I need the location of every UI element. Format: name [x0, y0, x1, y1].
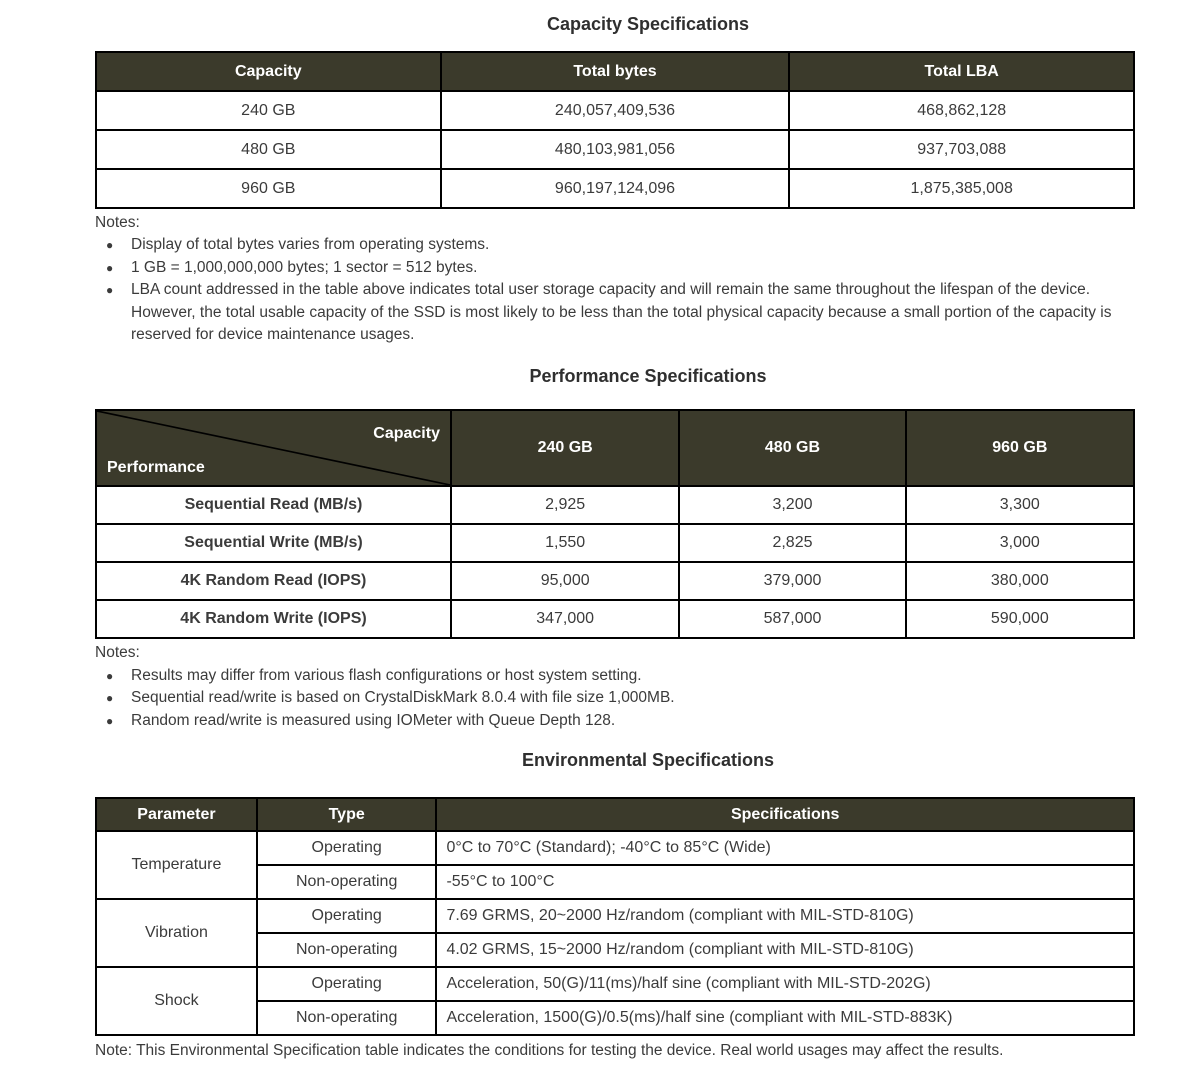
perf-value-cell: 587,000	[679, 600, 905, 638]
table-header-row	[96, 410, 1134, 486]
total-lba-col-header: Total LBA	[789, 52, 1134, 91]
table-row	[96, 91, 1134, 130]
performance-table	[95, 409, 1135, 639]
capacity-cell: 240 GB	[96, 91, 441, 130]
list-item	[95, 257, 1135, 279]
total-bytes-cell: 960,197,124,096	[441, 169, 790, 208]
type-cell: Non-operating	[257, 933, 437, 967]
type-cell: Operating	[257, 831, 437, 865]
total-bytes-cell: 480,103,981,056	[441, 130, 790, 169]
total-lba-cell: 937,703,088	[789, 130, 1134, 169]
capacity-480-col-header: 480 GB	[679, 410, 905, 486]
table-header-row	[96, 52, 1134, 91]
perf-value-cell: 2,925	[451, 486, 679, 524]
perf-row-label: Sequential Read (MB/s)	[96, 486, 451, 524]
table-row	[96, 831, 1134, 865]
environmental-section-title: Environmental Specifications	[521, 750, 775, 771]
corner-capacity-label: Capacity	[373, 425, 440, 443]
perf-value-cell: 2,825	[679, 524, 905, 562]
bullet-icon: ●	[106, 238, 114, 253]
list-item	[95, 234, 1135, 256]
capacity-960-col-header: 960 GB	[906, 410, 1134, 486]
parameter-cell: Temperature	[96, 831, 257, 899]
perf-value-cell: 1,550	[451, 524, 679, 562]
type-cell: Non-operating	[257, 1001, 437, 1035]
capacity-cell: 480 GB	[96, 130, 441, 169]
list-item	[95, 710, 1135, 732]
table-row	[96, 600, 1134, 638]
perf-value-cell: 3,000	[906, 524, 1134, 562]
bullet-icon: ●	[106, 260, 114, 275]
capacity-section-title: Capacity Specifications	[546, 14, 750, 34]
perf-value-cell: 379,000	[679, 562, 905, 600]
total-lba-cell: 1,875,385,008	[789, 169, 1134, 208]
bullet-icon: ●	[106, 713, 114, 728]
type-cell: Operating	[257, 899, 437, 933]
performance-section-title: Performance Specifications	[529, 366, 767, 387]
perf-value-cell: 3,200	[679, 486, 905, 524]
spec-cell: 0°C to 70°C (Standard); -40°C to 85°C (Wide)	[436, 831, 1134, 865]
spec-cell: 4.02 GRMS, 15~2000 Hz/random (compliant with MIL-STD-810G)	[436, 933, 1134, 967]
perf-value-cell: 95,000	[451, 562, 679, 600]
perf-value-cell: 380,000	[906, 562, 1134, 600]
spec-cell: 7.69 GRMS, 20~2000 Hz/random (compliant with MIL-STD-810G)	[436, 899, 1134, 933]
perf-value-cell: 590,000	[906, 600, 1134, 638]
environmental-table	[95, 797, 1135, 1036]
table-row	[96, 967, 1134, 1001]
parameter-cell: Vibration	[96, 899, 257, 967]
environmental-note: Note: This Environmental Specification table indicates the conditions for testing the device. Real world usages may affect the results.	[95, 1042, 1004, 1060]
capacity-240-col-header: 240 GB	[451, 410, 679, 486]
performance-notes	[95, 642, 1135, 732]
bullet-icon: ●	[106, 283, 114, 298]
capacity-col-header: Capacity	[96, 52, 441, 91]
type-cell: Operating	[257, 967, 437, 1001]
capacity-table	[95, 51, 1135, 209]
spec-cell: Acceleration, 50(G)/11(ms)/half sine (compliant with MIL-STD-202G)	[436, 967, 1134, 1001]
list-item	[95, 687, 1135, 709]
bullet-icon: ●	[106, 691, 114, 706]
table-row	[96, 169, 1134, 208]
note-text: Sequential read/write is based on CrystalDiskMark 8.0.4 with file size 1,000MB.	[131, 689, 675, 707]
note-text: LBA count addressed in the table above indicates total user storage capacity and will remain the same throughout the lifespan of the device. However, the total usable capacity of the SSD is most likely to be less than the total physical capacity because a small portion of the capacity is reserved for device maintenance usages.	[131, 281, 1112, 344]
perf-row-label: 4K Random Read (IOPS)	[96, 562, 451, 600]
note-text: Display of total bytes varies from operating systems.	[131, 236, 490, 254]
total-lba-cell: 468,862,128	[789, 91, 1134, 130]
capacity-notes	[95, 212, 1135, 346]
diagonal-corner-header	[96, 410, 451, 486]
type-col-header: Type	[257, 798, 437, 831]
notes-label: Notes:	[95, 214, 140, 231]
perf-value-cell: 347,000	[451, 600, 679, 638]
perf-value-cell: 3,300	[906, 486, 1134, 524]
table-row	[96, 899, 1134, 933]
parameter-cell: Shock	[96, 967, 257, 1035]
capacity-cell: 960 GB	[96, 169, 441, 208]
parameter-col-header: Parameter	[96, 798, 257, 831]
table-row	[96, 130, 1134, 169]
note-text: Results may differ from various flash configurations or host system setting.	[131, 666, 642, 684]
table-row	[96, 562, 1134, 600]
list-item	[95, 665, 1135, 687]
type-cell: Non-operating	[257, 865, 437, 899]
spec-cell: Acceleration, 1500(G)/0.5(ms)/half sine (compliant with MIL-STD-883K)	[436, 1001, 1134, 1035]
table-row	[96, 524, 1134, 562]
perf-row-label: Sequential Write (MB/s)	[96, 524, 451, 562]
note-text: Random read/write is measured using IOMeter with Queue Depth 128.	[131, 711, 616, 729]
notes-label: Notes:	[95, 644, 140, 662]
perf-row-label: 4K Random Write (IOPS)	[96, 600, 451, 638]
specifications-col-header: Specifications	[436, 798, 1134, 831]
bullet-icon: ●	[106, 668, 114, 683]
table-header-row	[96, 798, 1134, 831]
table-row	[96, 486, 1134, 524]
note-text: 1 GB = 1,000,000,000 bytes; 1 sector = 512 bytes.	[131, 258, 478, 276]
total-bytes-col-header: Total bytes	[441, 52, 790, 91]
spec-cell: -55°C to 100°C	[436, 865, 1134, 899]
corner-performance-label: Performance	[107, 459, 205, 477]
list-item	[95, 279, 1135, 346]
total-bytes-cell: 240,057,409,536	[441, 91, 790, 130]
